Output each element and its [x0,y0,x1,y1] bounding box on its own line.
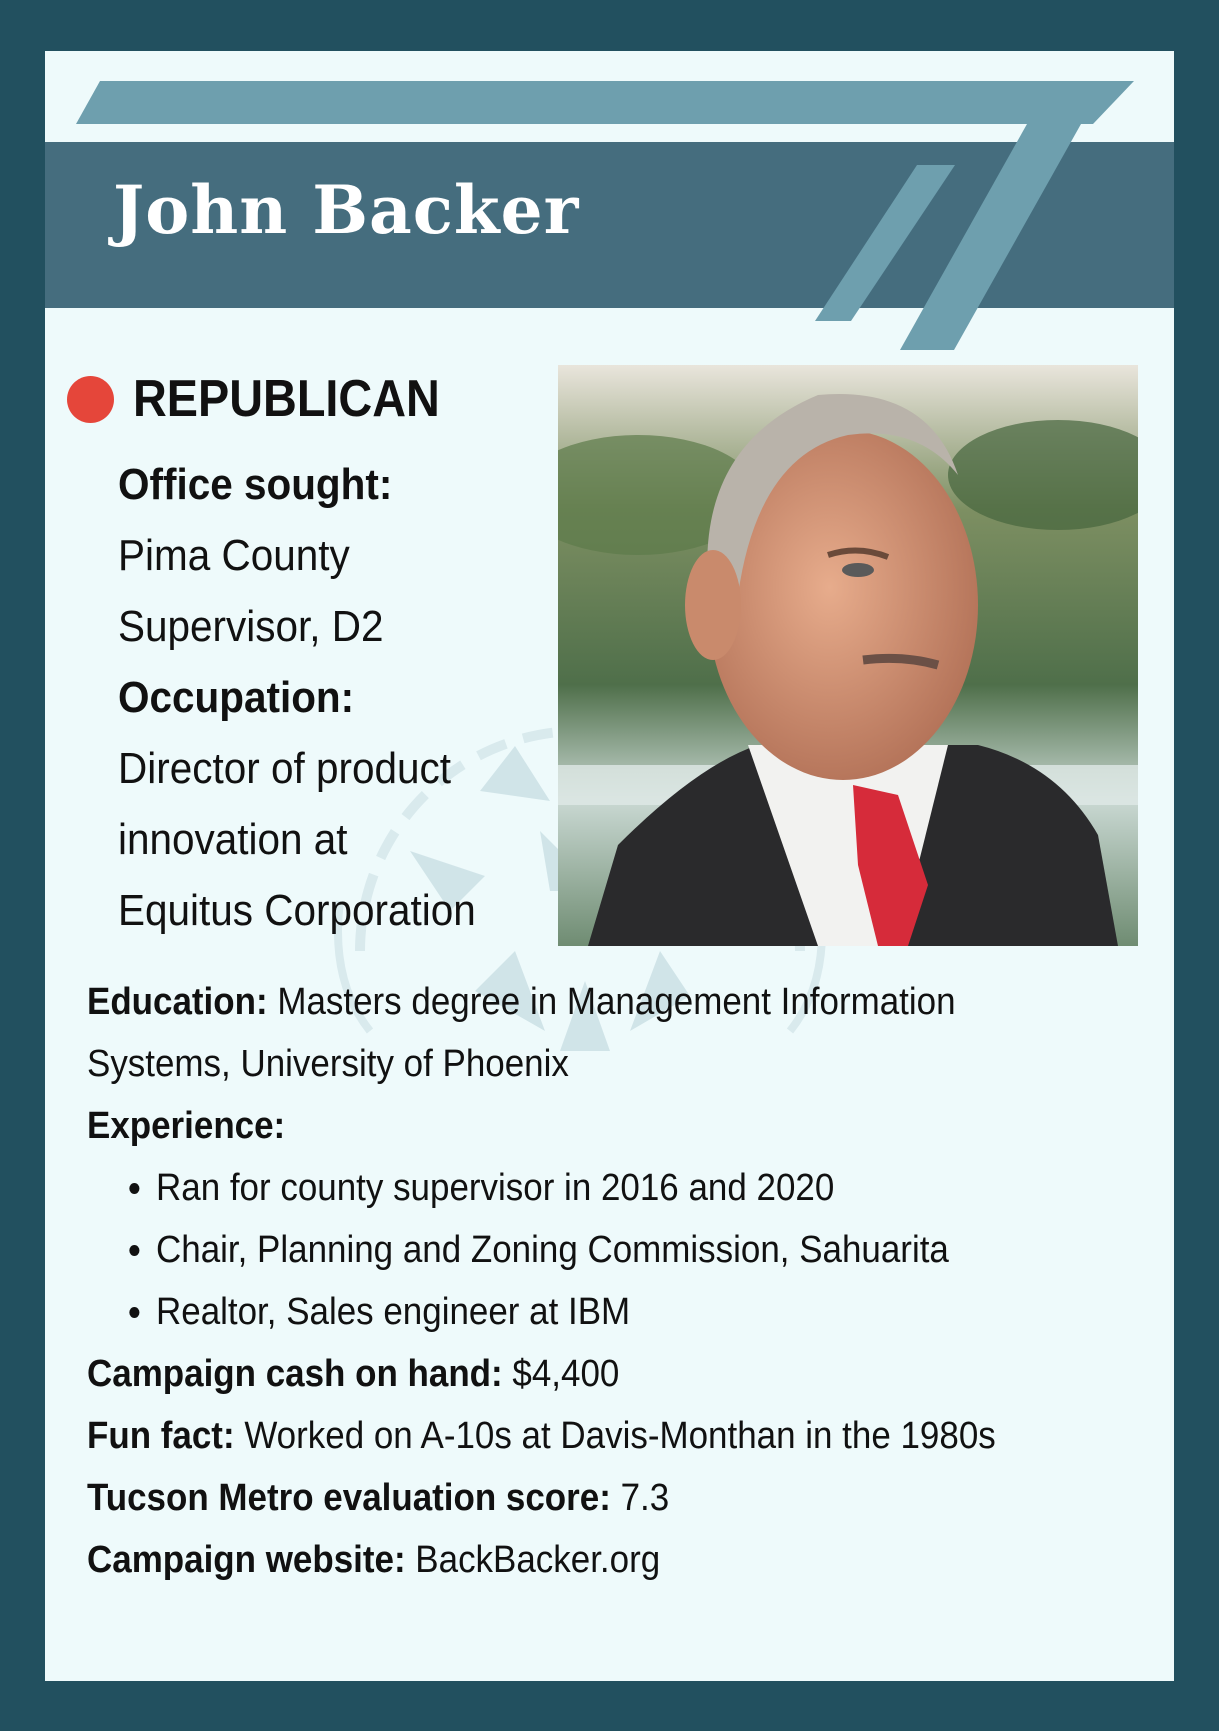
occupation-label: Occupation: [118,673,355,722]
candidate-details [87,971,1081,1591]
occupation-value-line1: Director of product [118,744,451,793]
experience-item: • Chair, Planning and Zoning Commission, Sahuarita [156,1219,1081,1281]
campaign-cash-value: $4,400 [512,1353,620,1395]
candidate-name: John Backer [113,171,580,249]
campaign-website-row [87,1529,1081,1591]
candidate-portrait-photo [558,365,1138,946]
candidate-summary [118,449,523,946]
campaign-cash-row [87,1343,1081,1405]
evaluation-score-row [87,1467,1081,1529]
experience-label [87,1095,1081,1157]
occupation-value-line3: Equitus Corporation [118,886,476,935]
experience-label-text: Experience: [87,1105,286,1147]
header-top-stripe [76,81,1134,124]
evaluation-score-label: Tucson Metro evaluation score: [87,1477,611,1519]
education-label: Education: [87,981,268,1023]
experience-list [87,1157,1081,1343]
office-label: Office sought: [118,460,393,509]
education-row [87,971,1081,1095]
experience-item: • Ran for county supervisor in 2016 and 2020 [156,1157,1081,1219]
campaign-cash-label: Campaign cash on hand: [87,1353,503,1395]
campaign-website-value: BackBacker.org [415,1539,661,1581]
occupation-value-line2: innovation at [118,815,348,864]
experience-item: • Realtor, Sales engineer at IBM [156,1281,1081,1343]
candidate-card [45,51,1174,1681]
office-value-line2: Supervisor, D2 [118,602,384,651]
fun-fact-row [87,1405,1081,1467]
party-label: REPUBLICAN [133,370,440,428]
fun-fact-label: Fun fact: [87,1415,235,1457]
party-red-circle-icon [67,376,114,423]
campaign-website-label: Campaign website: [87,1539,406,1581]
fun-fact-value: Worked on A-10s at Davis-Monthan in the 1980s [244,1415,996,1457]
office-value-line1: Pima County [118,531,350,580]
evaluation-score-value: 7.3 [620,1477,670,1519]
education-value: Masters degree in Management Information Systems, University of Phoenix [87,981,956,1085]
